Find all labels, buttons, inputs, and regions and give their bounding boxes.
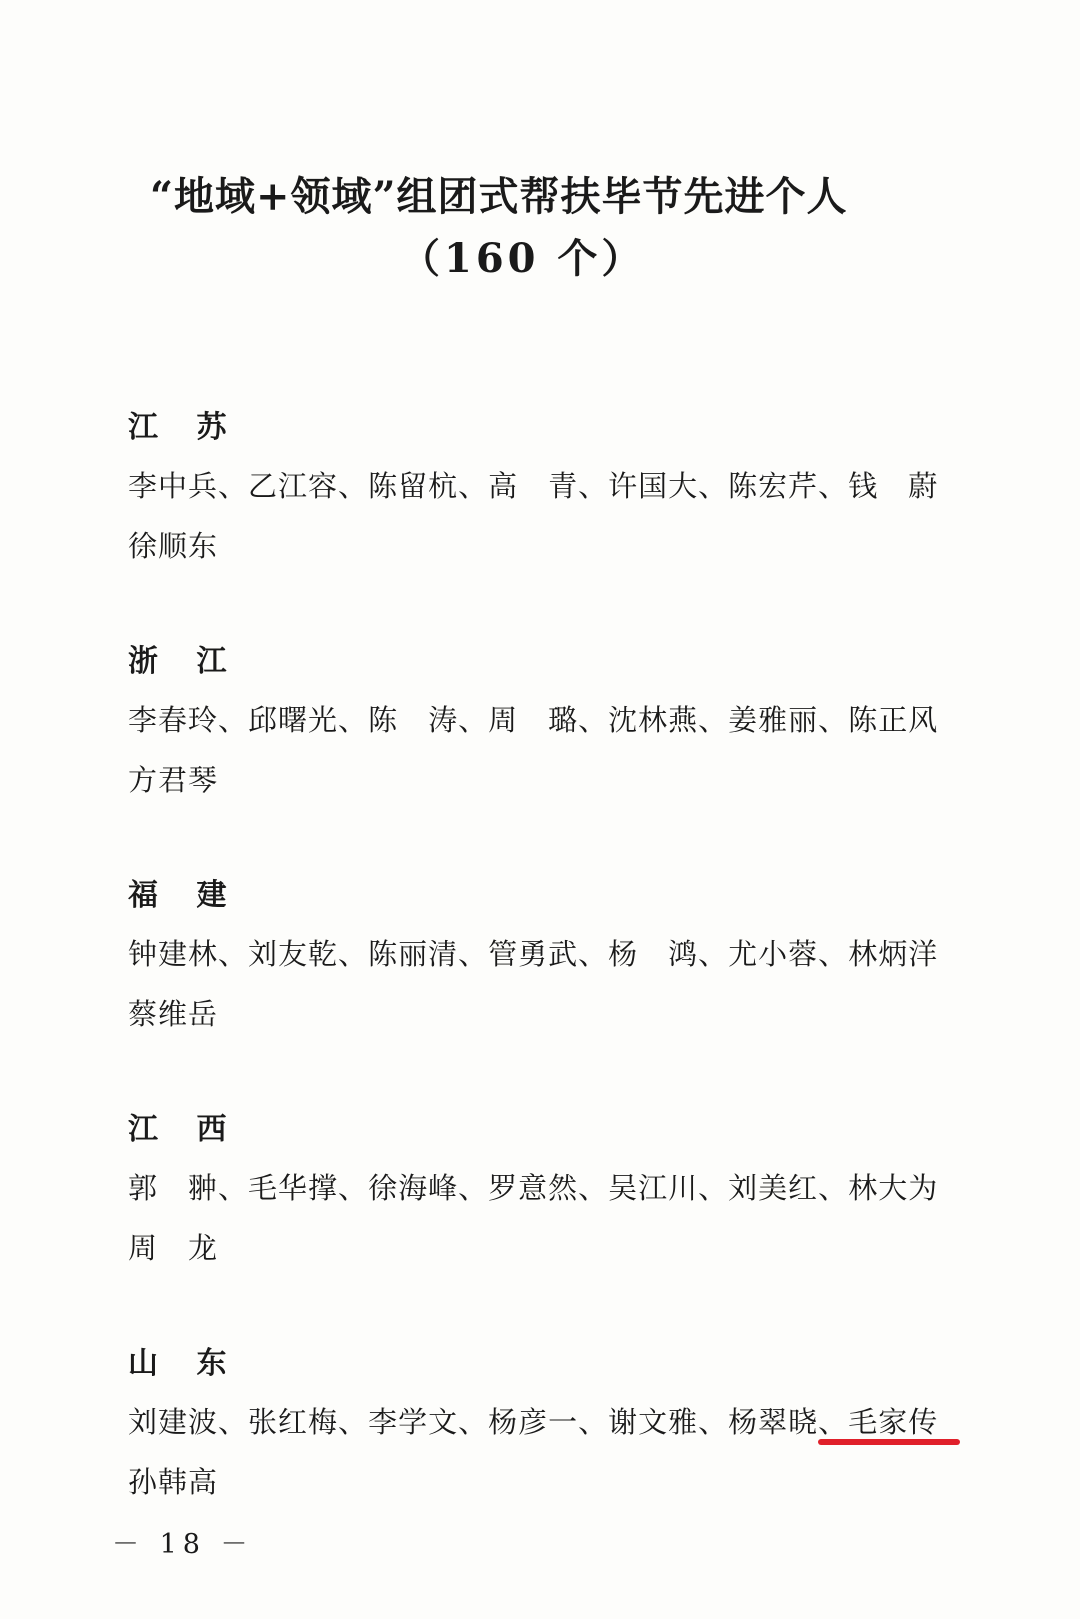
- name-separator: 、: [578, 703, 609, 737]
- section-fujian: [128, 876, 988, 1034]
- name-item: 毛华撑: [248, 1171, 339, 1205]
- name-item: 管勇武: [488, 937, 579, 971]
- name-item: 张红梅: [248, 1405, 339, 1439]
- name-separator: 、: [818, 469, 849, 503]
- name-item: 蔡维岳: [128, 997, 219, 1031]
- name-item: 许国大: [608, 469, 699, 503]
- section-heading: 浙 江: [128, 644, 241, 679]
- name-item: 周 龙: [128, 1231, 219, 1265]
- section-heading: 江 苏: [128, 410, 241, 445]
- name-separator: 、: [338, 937, 369, 971]
- name-separator: 、: [698, 937, 729, 971]
- section-shandong: [128, 1344, 988, 1502]
- name-item: 周 璐: [488, 703, 579, 737]
- name-item: 沈林燕: [608, 703, 699, 737]
- name-item: 邱曙光: [248, 703, 339, 737]
- name-separator: 、: [458, 937, 489, 971]
- name-separator: 、: [458, 1405, 489, 1439]
- name-separator: 、: [818, 703, 849, 737]
- name-item: 杨 鸿: [608, 937, 699, 971]
- names-line-2: [128, 1228, 988, 1268]
- section-heading: 福 建: [128, 878, 241, 913]
- section-zhejiang: [128, 642, 988, 800]
- name-separator: 、: [458, 1171, 489, 1205]
- name-separator: 、: [218, 1405, 249, 1439]
- name-item: 陈 涛: [368, 703, 459, 737]
- names-line-2: [128, 994, 988, 1034]
- names-line-2: [128, 526, 988, 566]
- name-item: 罗意然: [488, 1171, 579, 1205]
- name-item: 徐顺东: [128, 529, 219, 563]
- name-item: 陈留杭: [368, 469, 459, 503]
- name-separator: 、: [698, 703, 729, 737]
- name-separator: 、: [698, 1405, 729, 1439]
- section-jiangsu: [128, 408, 988, 566]
- name-item: 吴江川: [608, 1171, 699, 1205]
- document-title: “地域+领域”组团式帮扶毕节先进个人: [150, 173, 848, 220]
- names-line-1: [128, 1402, 988, 1442]
- name-item: 尤小蓉: [728, 937, 819, 971]
- name-item: 姜雅丽: [728, 703, 819, 737]
- names-line-1: [128, 934, 988, 974]
- name-item: 刘建波: [128, 1405, 219, 1439]
- section-jiangxi: [128, 1110, 988, 1268]
- name-separator: 、: [338, 703, 369, 737]
- names-line-2: [128, 760, 988, 800]
- name-item: 谢文雅: [608, 1405, 699, 1439]
- name-item: 钱 蔚: [848, 469, 939, 503]
- name-separator: 、: [578, 1171, 609, 1205]
- name-item: 陈正风: [848, 703, 939, 737]
- name-separator: 、: [338, 1171, 369, 1205]
- names-line-1: [128, 466, 988, 506]
- name-separator: 、: [578, 1405, 609, 1439]
- name-separator: 、: [578, 937, 609, 971]
- section-heading: 江 西: [128, 1112, 241, 1147]
- names-line-1: [128, 700, 988, 740]
- name-item: 乙江容: [248, 469, 339, 503]
- name-separator: 、: [338, 469, 369, 503]
- name-separator: 、: [698, 469, 729, 503]
- name-item: 郭 翀: [128, 1171, 219, 1205]
- name-separator: 、: [818, 1405, 849, 1439]
- name-separator: 、: [218, 469, 249, 503]
- name-separator: 、: [458, 469, 489, 503]
- name-item: 李学文: [368, 1405, 459, 1439]
- name-item: 方君琴: [128, 763, 219, 797]
- name-item: 陈丽清: [368, 937, 459, 971]
- name-separator: 、: [218, 1171, 249, 1205]
- name-item: 林大为: [848, 1171, 939, 1205]
- names-line-2: [128, 1462, 988, 1502]
- highlighted-name-item: 毛家传: [848, 1405, 939, 1439]
- name-item: 林炳洋: [848, 937, 939, 971]
- name-item: 钟建林: [128, 937, 219, 971]
- name-item: 杨翠晓: [728, 1405, 819, 1439]
- name-separator: 、: [338, 1405, 369, 1439]
- document-subtitle-count: （160 个）: [400, 235, 646, 282]
- name-separator: 、: [458, 703, 489, 737]
- name-separator: 、: [218, 703, 249, 737]
- name-item: 李春玲: [128, 703, 219, 737]
- name-separator: 、: [818, 1171, 849, 1205]
- name-item: 刘美红: [728, 1171, 819, 1205]
- name-item: 李中兵: [128, 469, 219, 503]
- red-underline-annotation: [818, 1439, 960, 1445]
- name-item: 刘友乾: [248, 937, 339, 971]
- name-item: 徐海峰: [368, 1171, 459, 1205]
- name-item: 陈宏芹: [728, 469, 819, 503]
- names-line-1: [128, 1168, 988, 1208]
- name-item: 高 青: [488, 469, 579, 503]
- name-item: 杨彦一: [488, 1405, 579, 1439]
- section-heading: 山 东: [128, 1346, 241, 1381]
- page-number: － 18 －: [112, 1529, 254, 1560]
- name-separator: 、: [818, 937, 849, 971]
- name-separator: 、: [218, 937, 249, 971]
- name-separator: 、: [698, 1171, 729, 1205]
- name-separator: 、: [578, 469, 609, 503]
- name-item: 孙韩高: [128, 1465, 219, 1499]
